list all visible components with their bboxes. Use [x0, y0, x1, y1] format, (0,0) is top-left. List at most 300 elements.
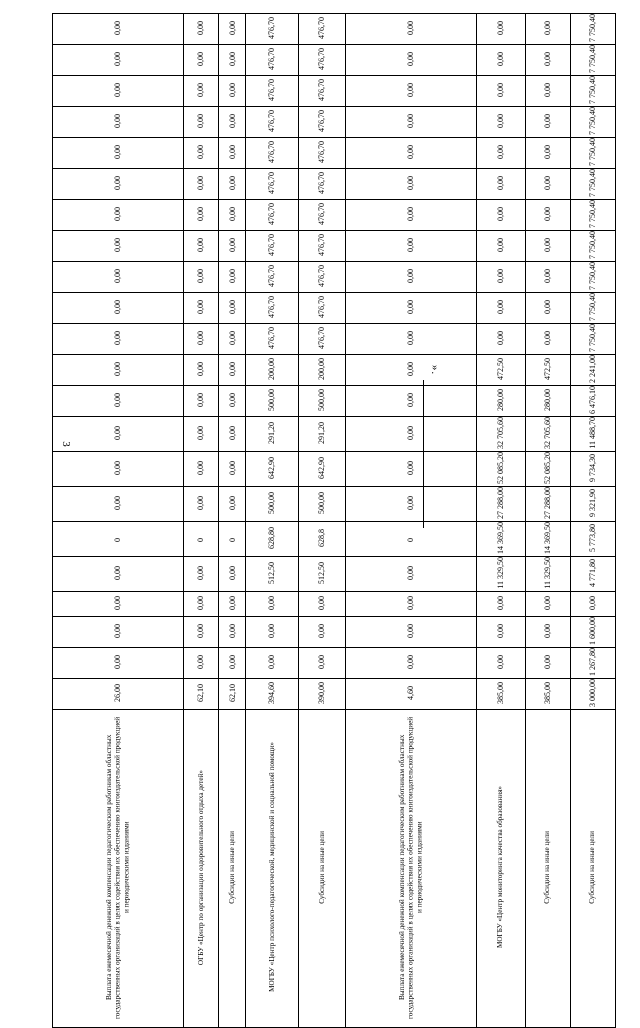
cell-value: 476,70: [317, 110, 327, 132]
cell-value: 0,00: [542, 595, 552, 610]
budget-table: [52, 13, 616, 1028]
cell-value: 476,70: [267, 141, 277, 163]
table-cell: [570, 522, 615, 557]
cell-value: 7 750,40: [587, 14, 597, 42]
table-cell: [476, 417, 525, 452]
table-cell: [219, 386, 246, 417]
cell-value: 0,00: [542, 176, 552, 190]
table-cell: [53, 557, 184, 592]
table-cell: [570, 14, 615, 45]
table-cell: [570, 293, 615, 324]
table-cell: [219, 293, 246, 324]
table-cell: [476, 293, 525, 324]
table-cell: [476, 557, 525, 592]
cell-value: 0,00: [317, 595, 327, 610]
cell-value: 0,00: [227, 565, 237, 580]
table-cell: [53, 76, 184, 107]
cell-value: 0,00: [542, 623, 552, 638]
table-cell: [570, 452, 615, 487]
table-cell: [53, 107, 184, 138]
table-cell: [345, 616, 476, 647]
cell-value: 0,00: [406, 52, 416, 66]
table-cell: [345, 107, 476, 138]
table-cell: [53, 45, 184, 76]
table-cell: [246, 231, 299, 262]
table-cell: [345, 355, 476, 386]
cell-value: 476,70: [317, 203, 327, 225]
cell-value: 0,00: [406, 238, 416, 252]
header-cell: [53, 709, 184, 1027]
table-cell: [570, 231, 615, 262]
cell-value: 476,70: [317, 48, 327, 70]
cell-value: 52 085,20: [495, 452, 505, 484]
header-cell: [219, 709, 246, 1027]
table-cell: [53, 231, 184, 262]
table-cell: [525, 452, 570, 487]
table-cell: [53, 355, 184, 386]
cell-value: 0,00: [495, 300, 505, 314]
cell-value: 0,00: [113, 565, 123, 580]
cell-value: 500,00: [317, 389, 327, 411]
header-label: Субсидии на иные цели: [227, 830, 236, 904]
table-cell: [476, 138, 525, 169]
cell-value: 0,00: [542, 300, 552, 314]
cell-value: 280,00: [542, 389, 552, 411]
cell-value: 628,80: [267, 527, 277, 549]
header-cell: [345, 709, 476, 1027]
cell-value: 0,00: [406, 83, 416, 97]
table-cell: [298, 14, 345, 45]
cell-value: 27 288,00: [495, 487, 505, 519]
table-cell: [183, 386, 219, 417]
cell-value: 0,00: [196, 565, 206, 580]
table-cell: [298, 647, 345, 678]
table-cell: [570, 487, 615, 522]
table-cell: [183, 557, 219, 592]
cell-value: 0,00: [196, 595, 206, 610]
cell-value: 0,00: [113, 461, 123, 475]
summary-value: 385,00: [542, 681, 552, 704]
cell-value: 642,90: [267, 457, 277, 479]
table-cell: [246, 293, 299, 324]
cell-value: 0,00: [406, 145, 416, 159]
table-cell: [345, 591, 476, 616]
cell-value: 476,70: [267, 327, 277, 349]
cell-value: 476,70: [267, 48, 277, 70]
table-row: [53, 45, 616, 76]
table-row: [53, 14, 616, 45]
table-cell: [219, 647, 246, 678]
table-cell: [246, 522, 299, 557]
cell-value: 7 750,40: [587, 231, 597, 259]
cell-value: 0,00: [495, 176, 505, 190]
table-cell: [219, 522, 246, 557]
cell-value: 0,00: [406, 595, 416, 610]
table-cell: [183, 487, 219, 522]
table-cell: [525, 417, 570, 452]
table-cell: [183, 417, 219, 452]
table-cell: [246, 452, 299, 487]
cell-value: 14 369,50: [542, 522, 552, 554]
summary-cell: [53, 678, 184, 709]
cell-value: 0,00: [542, 238, 552, 252]
table-cell: [345, 324, 476, 355]
table-cell: [476, 76, 525, 107]
cell-value: 0,00: [542, 207, 552, 221]
cell-value: 0,00: [406, 565, 416, 580]
cell-value: 0,00: [227, 623, 237, 638]
cell-value: 472,50: [495, 358, 505, 380]
table-cell: [570, 169, 615, 200]
table-cell: [246, 200, 299, 231]
cell-value: 0,00: [113, 114, 123, 128]
table-cell: [298, 76, 345, 107]
cell-value: 476,70: [317, 265, 327, 287]
cell-value: 0,00: [542, 52, 552, 66]
header-cell: [246, 709, 299, 1027]
table-cell: [345, 262, 476, 293]
cell-value: 0,00: [227, 362, 237, 376]
table-cell: [345, 557, 476, 592]
table-cell: [246, 386, 299, 417]
cell-value: 500,00: [267, 389, 277, 411]
table-cell: [476, 200, 525, 231]
cell-value: 476,70: [267, 265, 277, 287]
table-cell: [570, 557, 615, 592]
cell-value: 1 267,80: [587, 647, 597, 676]
table-cell: [183, 231, 219, 262]
table-cell: [345, 452, 476, 487]
table-cell: [345, 231, 476, 262]
table-cell: [345, 76, 476, 107]
table-cell: [525, 231, 570, 262]
table-cell: [219, 355, 246, 386]
cell-value: 0,00: [196, 207, 206, 221]
table-cell: [298, 557, 345, 592]
table-cell: [345, 647, 476, 678]
table-cell: [246, 557, 299, 592]
cell-value: 0,00: [542, 269, 552, 283]
table-cell: [246, 417, 299, 452]
cell-value: 0,00: [227, 300, 237, 314]
table-cell: [246, 324, 299, 355]
cell-value: 476,70: [317, 17, 327, 39]
table-cell: [476, 45, 525, 76]
cell-value: 0,00: [196, 362, 206, 376]
table-cell: [298, 386, 345, 417]
cell-value: 291,20: [317, 422, 327, 444]
table-cell: [476, 14, 525, 45]
table-cell: [219, 487, 246, 522]
header-label: Субсидии на иные цели: [588, 830, 597, 904]
table-cell: [525, 45, 570, 76]
table-cell: [345, 14, 476, 45]
cell-value: 0,00: [196, 238, 206, 252]
table-cell: [525, 616, 570, 647]
table-cell: [246, 591, 299, 616]
table-cell: [219, 616, 246, 647]
table-row: [53, 522, 616, 557]
summary-cell: [246, 678, 299, 709]
cell-value: 11 329,50: [495, 557, 505, 589]
cell-value: 0,00: [227, 83, 237, 97]
cell-value: 7 750,40: [587, 169, 597, 197]
table-cell: [298, 591, 345, 616]
table-cell: [525, 355, 570, 386]
summary-value: 26,00: [113, 683, 123, 702]
table-cell: [183, 324, 219, 355]
header-label: Выплата ежемесячной денежной компенсации педагогическим работникам областных государственных организаций в целях содействия их обеспечению книгоиздательской продукцией и периодическими изданиями: [397, 716, 424, 1019]
table-cell: [219, 200, 246, 231]
cell-value: 0,00: [227, 426, 237, 440]
header-label: ОГБУ «Центр по организации оздоровительного отдыха детей»: [196, 769, 205, 965]
cell-value: 0,00: [113, 331, 123, 345]
table-cell: [53, 522, 184, 557]
cell-value: 0,00: [227, 331, 237, 345]
table-cell: [525, 557, 570, 592]
cell-value: 0,00: [227, 654, 237, 669]
table-cell: [183, 616, 219, 647]
table-row: [53, 647, 616, 678]
table-cell: [570, 386, 615, 417]
table-cell: [298, 293, 345, 324]
table-cell: [53, 293, 184, 324]
cell-value: 32 705,60: [542, 417, 552, 449]
table-cell: [570, 138, 615, 169]
table-cell: [345, 200, 476, 231]
cell-value: 0,00: [406, 393, 416, 407]
cell-value: 512,50: [267, 561, 277, 584]
cell-value: 0,00: [227, 595, 237, 610]
table-cell: [570, 76, 615, 107]
table-cell: [246, 616, 299, 647]
cell-value: 0,00: [227, 52, 237, 66]
header-cell: [525, 709, 570, 1027]
cell-value: 7 750,40: [587, 76, 597, 104]
table-cell: [298, 324, 345, 355]
cell-value: 0,00: [227, 207, 237, 221]
cell-value: 0,00: [495, 623, 505, 638]
cell-value: 0,00: [113, 654, 123, 669]
summary-value: 62,10: [227, 683, 237, 702]
table-cell: [219, 262, 246, 293]
summary-cell: [298, 678, 345, 709]
table-row: [53, 386, 616, 417]
table-cell: [53, 200, 184, 231]
table-cell: [246, 647, 299, 678]
table-cell: [476, 262, 525, 293]
table-cell: [570, 45, 615, 76]
table-cell: [53, 616, 184, 647]
cell-value: 0,00: [227, 21, 237, 35]
table-row: [53, 169, 616, 200]
blank-signature-line: [423, 380, 424, 528]
cell-value: 476,70: [317, 327, 327, 349]
table-cell: [570, 591, 615, 616]
header-label: Субсидии на иные цели: [317, 830, 326, 904]
header-label: МОГБУ «Центр мониторинга качества образования»: [496, 786, 505, 949]
cell-value: 476,70: [317, 234, 327, 256]
cell-value: 476,70: [267, 17, 277, 39]
table-cell: [298, 452, 345, 487]
table-cell: [246, 14, 299, 45]
cell-value: 0,00: [196, 145, 206, 159]
cell-value: 0,00: [495, 595, 505, 610]
cell-value: 476,70: [267, 296, 277, 318]
table-cell: [53, 647, 184, 678]
cell-value: 0,00: [542, 21, 552, 35]
table-cell: [219, 169, 246, 200]
cell-value: 0,00: [227, 269, 237, 283]
table-cell: [476, 324, 525, 355]
cell-value: 0,00: [587, 595, 597, 610]
cell-value: 7 750,40: [587, 138, 597, 166]
cell-value: 0,00: [196, 426, 206, 440]
summary-cell: [219, 678, 246, 709]
cell-value: 0,00: [406, 654, 416, 669]
cell-value: 280,00: [495, 389, 505, 411]
table-cell: [298, 417, 345, 452]
table-cell: [53, 169, 184, 200]
cell-value: 9 734,30: [587, 454, 597, 482]
table-cell: [246, 355, 299, 386]
table-cell: [53, 452, 184, 487]
cell-value: 0,00: [406, 496, 416, 510]
table-cell: [246, 487, 299, 522]
table-cell: [298, 616, 345, 647]
summary-value: 394,60: [267, 681, 277, 704]
cell-value: 7 750,40: [587, 200, 597, 228]
cell-value: 6 476,10: [587, 386, 597, 414]
cell-value: 476,70: [317, 172, 327, 194]
table-cell: [525, 522, 570, 557]
table-cell: [570, 200, 615, 231]
table-row: [53, 138, 616, 169]
cell-value: 0,00: [267, 654, 277, 669]
table-cell: [476, 231, 525, 262]
cell-value: 0,00: [406, 331, 416, 345]
cell-value: 642,90: [317, 457, 327, 479]
cell-value: 0,00: [495, 654, 505, 669]
table-cell: [298, 107, 345, 138]
table-cell: [476, 616, 525, 647]
cell-value: 0,00: [406, 623, 416, 638]
cell-value: 0,00: [113, 269, 123, 283]
cell-value: 0,00: [113, 238, 123, 252]
table-summary-row: [53, 678, 616, 709]
table-cell: [219, 76, 246, 107]
table-cell: [525, 76, 570, 107]
cell-value: 0,00: [495, 331, 505, 345]
cell-value: 27 288,00: [542, 487, 552, 519]
table-cell: [525, 591, 570, 616]
page-number: 3: [59, 441, 72, 447]
cell-value: 1 600,00: [587, 616, 597, 645]
cell-value: 200,00: [267, 358, 277, 380]
table-row: [53, 231, 616, 262]
table-cell: [476, 591, 525, 616]
cell-value: 7 750,40: [587, 262, 597, 290]
table-cell: [525, 487, 570, 522]
cell-value: 291,20: [267, 422, 277, 444]
table-cell: [246, 138, 299, 169]
cell-value: 0,00: [406, 362, 416, 376]
table-cell: [525, 647, 570, 678]
cell-value: 11 329,50: [542, 557, 552, 589]
cell-value: 0,00: [196, 393, 206, 407]
table-row: [53, 591, 616, 616]
cell-value: 0,00: [495, 21, 505, 35]
cell-value: 14 369,50: [495, 522, 505, 554]
table-cell: [183, 107, 219, 138]
cell-value: 0,00: [495, 269, 505, 283]
table-cell: [183, 200, 219, 231]
cell-value: 628,8: [317, 529, 327, 547]
table-cell: [345, 293, 476, 324]
cell-value: 9 321,90: [587, 489, 597, 517]
table-cell: [219, 45, 246, 76]
header-label: МОГБУ «Центр психолого-педагогической, медицинской и социальной помощи»: [267, 742, 276, 993]
table-cell: [53, 324, 184, 355]
cell-value: 0,00: [196, 300, 206, 314]
summary-cell: [525, 678, 570, 709]
table-cell: [476, 169, 525, 200]
table-cell: [53, 14, 184, 45]
table-cell: [525, 169, 570, 200]
table-header-row: [53, 709, 616, 1027]
table-cell: [53, 138, 184, 169]
cell-value: 500,00: [267, 492, 277, 514]
cell-value: 0,00: [227, 393, 237, 407]
table-cell: [570, 647, 615, 678]
summary-value: 385,00: [495, 681, 505, 704]
table-cell: [183, 647, 219, 678]
cell-value: 0: [196, 537, 206, 542]
table-cell: [476, 355, 525, 386]
table-cell: [476, 386, 525, 417]
table-cell: [345, 522, 476, 557]
summary-value: 62,10: [196, 683, 206, 702]
table-row: [53, 557, 616, 592]
cell-value: 0,00: [542, 83, 552, 97]
cell-value: 0: [227, 537, 237, 542]
table-row: [53, 452, 616, 487]
cell-value: 0,00: [406, 300, 416, 314]
table-cell: [525, 262, 570, 293]
cell-value: 0,00: [227, 496, 237, 510]
table-row: [53, 355, 616, 386]
table-cell: [525, 138, 570, 169]
closing-quote-mark: ».: [429, 364, 442, 376]
cell-value: 0,00: [227, 114, 237, 128]
table-cell: [53, 417, 184, 452]
cell-value: 476,70: [267, 203, 277, 225]
table-cell: [476, 487, 525, 522]
cell-value: 0,00: [196, 52, 206, 66]
cell-value: 11 488,70: [587, 417, 597, 449]
cell-value: 0,00: [495, 238, 505, 252]
table-row: [53, 487, 616, 522]
table-cell: [298, 231, 345, 262]
header-cell: [570, 709, 615, 1027]
cell-value: 0,00: [113, 623, 123, 638]
summary-cell: [476, 678, 525, 709]
cell-value: 7 750,40: [587, 324, 597, 352]
cell-value: 0,00: [406, 176, 416, 190]
table-cell: [53, 591, 184, 616]
table-cell: [219, 107, 246, 138]
cell-value: 0,00: [542, 145, 552, 159]
